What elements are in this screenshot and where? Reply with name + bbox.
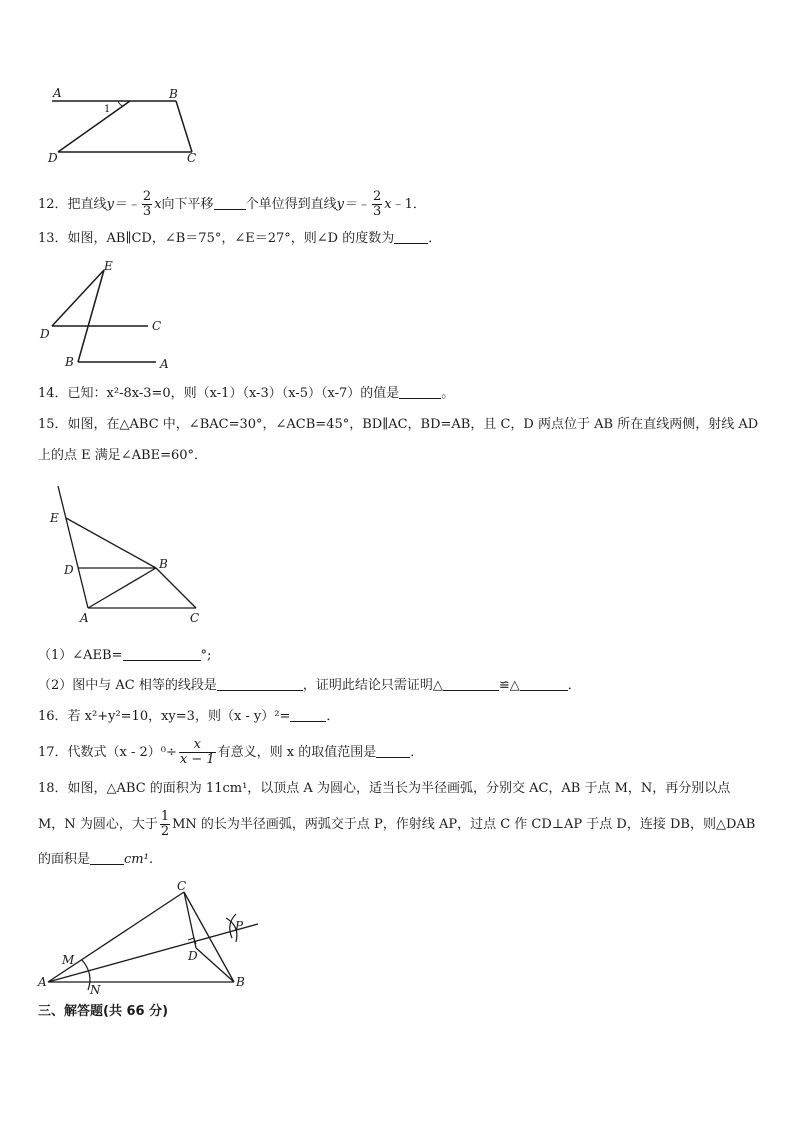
segment-AB — [88, 568, 156, 608]
q17-end: ． — [410, 745, 424, 760]
q14-text: 14．已知：x²-8x-3=0，则（x-1）（x-3）（x-5）（x-7）的值是 — [38, 386, 400, 401]
q18-line-3a: 的面积是 — [38, 852, 91, 867]
question-15-line-2: 上的点 E 满足∠ABE=60°． — [38, 448, 208, 463]
label-C: C — [190, 611, 200, 625]
q12-text-3: 个单位得到直线 — [245, 197, 337, 212]
segment-BC — [156, 568, 196, 608]
q17-text-1: 17．代数式（x - 2）⁰÷ — [38, 745, 177, 760]
q12-equation-2: y＝﹣ — [336, 197, 370, 212]
label-A: A — [53, 86, 62, 100]
answer-blank-13[interactable] — [394, 231, 428, 244]
ray-AE — [58, 486, 88, 608]
label-A: A — [80, 611, 89, 625]
q12-number: 12． — [38, 197, 68, 212]
answer-blank-15-2a[interactable] — [217, 678, 303, 691]
answer-blank-16[interactable] — [290, 709, 326, 722]
q15b-text-1: （2）图中与 AC 相等的线段是 — [38, 678, 217, 693]
label-N: N — [90, 983, 101, 996]
fraction-x-over-x-minus-1: $\frac{x}{x - 1}$ — [179, 737, 215, 767]
q18-line-2a: M，N 为圆心，大于 — [38, 817, 158, 832]
label-B: B — [65, 355, 74, 369]
q15a-text-1: （1）∠AEB= — [38, 648, 123, 663]
answer-blank-14[interactable] — [399, 386, 441, 399]
ray-AP — [48, 924, 258, 982]
question-18-line-2 — [38, 810, 755, 839]
segment-EB — [66, 518, 156, 568]
q13-end: ． — [428, 231, 442, 246]
fraction-1-2: $\frac{1}{2}$ — [160, 809, 170, 839]
segment-DB — [196, 948, 234, 982]
label-C: C — [177, 879, 187, 893]
label-D: D — [64, 563, 74, 577]
label-E: E — [104, 259, 113, 273]
q13-text: 13．如图，AB∥CD，∠B＝75°，∠E＝27°，则∠D 的度数为 — [38, 231, 395, 246]
q15a-text-2: °; — [200, 648, 212, 663]
q12-equation-1: y＝﹣ — [106, 197, 140, 212]
section-3-title: 三、解答题(共 66 分) — [38, 1004, 169, 1019]
q12-x2: x — [384, 197, 392, 212]
figure-q13 — [36, 258, 186, 374]
fraction-2-3: $\frac{2}{3}$ — [142, 189, 152, 219]
label-P: P — [235, 919, 244, 933]
answer-blank-12[interactable] — [214, 197, 246, 210]
q12-text-1: 把直线 — [67, 197, 107, 212]
question-16 — [38, 708, 339, 726]
segment-AC — [48, 892, 184, 982]
answer-blank-15-2b[interactable] — [443, 678, 499, 691]
label-D: D — [188, 949, 198, 963]
question-12 — [38, 190, 426, 219]
label-D: D — [48, 151, 58, 165]
segment-BC — [176, 101, 192, 152]
label-E: E — [50, 511, 59, 525]
q16-text: 16．若 x²+y²=10，xy=3，则（x - y）²= — [38, 709, 291, 724]
q18-line-3b: cm¹． — [124, 852, 162, 867]
q16-end: ． — [326, 709, 340, 724]
label-B: B — [169, 87, 178, 101]
label-B: B — [236, 975, 245, 989]
question-13 — [38, 230, 441, 248]
question-18-line-1: 18．如图，△ABC 的面积为 11cm¹，以顶点 A 为圆心，适当长为半径画弧，分别交 AC，AB 于点 M，N，再分别以点 — [38, 781, 731, 796]
q17-text-2: 有意义，则 x 的取值范围是 — [217, 745, 377, 760]
label-C: C — [187, 151, 197, 165]
figure-q15 — [36, 478, 216, 628]
question-15-part-1 — [38, 647, 211, 665]
q15b-text-3: ≌△ — [498, 678, 520, 693]
q15b-text-2: ，证明此结论只需证明△ — [302, 678, 443, 693]
arc-MN — [82, 960, 90, 990]
question-18-line-3 — [38, 851, 162, 869]
q18-line-2b: MN 的长为半径画弧，两弧交于点 P，作射线 AP，过点 C 作 CD⊥AP 于点 D，连接 DB，则△DAB — [172, 817, 756, 832]
question-15-line-1: 15．如图，在△ABC 中，∠BAC=30°，∠ACB=45°，BD∥AC，BD=AB，且 C，D 两点位于 AB 所在直线两侧，射线 AD — [38, 417, 759, 432]
answer-blank-18[interactable] — [90, 852, 124, 865]
segment-D-top — [58, 101, 130, 152]
q12-x: x — [154, 197, 162, 212]
question-17 — [38, 738, 423, 767]
question-14 — [38, 385, 454, 403]
q15b-text-4: ． — [567, 678, 581, 693]
label-M: M — [62, 953, 75, 967]
answer-blank-15-2c[interactable] — [520, 678, 568, 691]
label-C: C — [152, 319, 162, 333]
fraction-2-3-second: $\frac{2}{3}$ — [372, 189, 382, 219]
answer-blank-15-1[interactable] — [123, 648, 201, 661]
answer-blank-17[interactable] — [376, 745, 410, 758]
label-A: A — [160, 357, 169, 371]
figure-q18 — [36, 878, 272, 996]
label-angle-1: 1 — [104, 104, 111, 115]
question-15-part-2 — [38, 677, 581, 695]
label-A: A — [38, 975, 47, 989]
label-D: D — [40, 327, 50, 341]
label-B: B — [159, 557, 168, 571]
q14-end: 。 — [441, 386, 455, 401]
q12-text-4: ﹣1． — [391, 197, 426, 212]
figure-q11 — [40, 84, 210, 166]
q12-text-2: 向下平移 — [161, 197, 214, 212]
